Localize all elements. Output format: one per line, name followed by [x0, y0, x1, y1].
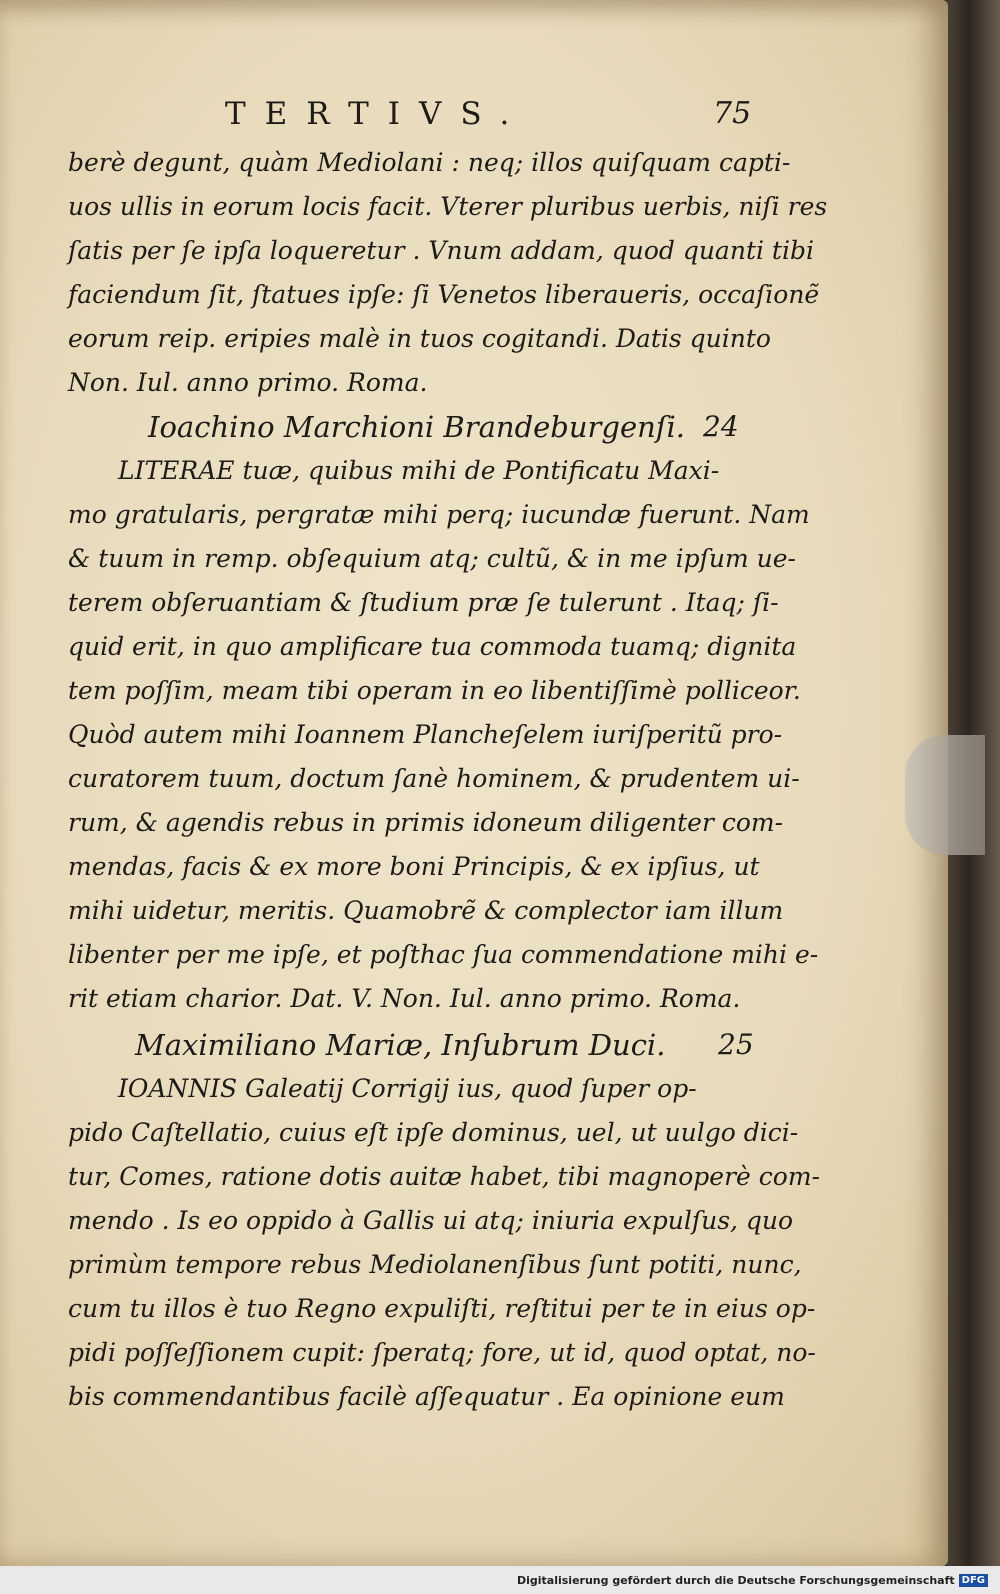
- letter-heading: Maximiliano Mariæ, Inſubrum Duci.: [135, 1028, 666, 1062]
- footer-credit: Digitalisierung gefördert durch die Deutsche Forschungsgemeinschaft: [516, 1573, 955, 1587]
- text-line: LITERAE tuæ, quibus mihi de Pontificatu Maxi-: [118, 456, 720, 485]
- text-line: terem obſeruantiam & ſtudium præ ſe tulerunt . Itaq; ſi-: [68, 588, 779, 617]
- text-line: tur, Comes, ratione dotis auitæ habet, tibi magnoperè com-: [68, 1162, 821, 1191]
- text-line: curatorem tuum, doctum ſanè hominem, & prudentem ui-: [68, 764, 800, 793]
- text-line: quid erit, in quo amplificare tua commoda tuamq; dignita: [68, 632, 797, 661]
- text-line: ſatis per ſe ipſa loqueretur . Vnum addam, quod quanti tibi: [68, 236, 814, 265]
- text-line: primùm tempore rebus Mediolanenſibus ſunt potiti, nunc,: [68, 1250, 802, 1279]
- text-line: mendo . Is eo oppido à Gallis ui atq; iniuria expulſus, quo: [68, 1206, 794, 1235]
- page-number: 75: [713, 96, 752, 131]
- text-line: uos ullis in eorum locis facit. Vterer pluribus uerbis, niſi res: [68, 192, 828, 221]
- dfg-logo: DFG: [959, 1574, 988, 1587]
- text-line: Non. Iul. anno primo. Roma.: [68, 368, 428, 397]
- text-line: mihi uidetur, meritis. Quamobrẽ & complector iam illum: [68, 896, 784, 925]
- text-line: pidi poſſeſſionem cupit: ſperatq; fore, ut id, quod optat, no-: [68, 1338, 816, 1367]
- letter-number: 24: [703, 410, 739, 443]
- text-line: pido Caſtellatio, cuius eſt ipſe dominus, uel, ut uulgo dici-: [68, 1118, 799, 1147]
- text-line: Quòd autem mihi Ioannem Plancheſelem iuriſperitũ pro-: [68, 720, 783, 749]
- text-line: berè degunt, quàm Mediolani : neq; illos quiſquam capti-: [68, 148, 791, 177]
- text-line: eorum reip. eripies malè in tuos cogitandi. Datis quinto: [68, 324, 771, 353]
- letter-heading: Ioachino Marchioni Brandeburgenſi.: [148, 410, 686, 444]
- footer-bar: [0, 1566, 1000, 1594]
- book-clasp: [905, 735, 985, 855]
- text-line: faciendum ſit, ſtatues ipſe: ſi Venetos liberaueris, occaſionẽ: [68, 280, 820, 309]
- text-line: cum tu illos è tuo Regno expuliſti, reſtitui per te in eius op-: [68, 1294, 816, 1323]
- text-line: tem poſſim, meam tibi operam in eo libentiſſimè polliceor.: [68, 676, 801, 705]
- text-line: IOANNIS Galeatij Corrigij ius, quod ſuper op-: [118, 1074, 697, 1103]
- text-line: rit etiam charior. Dat. V. Non. Iul. anno primo. Roma.: [68, 984, 741, 1013]
- text-line: mo gratularis, pergratæ mihi perq; iucundæ fuerunt. Nam: [68, 500, 810, 529]
- text-line: libenter per me ipſe, et poſthac ſua commendatione mihi e-: [68, 940, 819, 969]
- text-line: bis commendantibus facilè aſſequatur . Ea opinione eum: [68, 1382, 785, 1411]
- text-line: rum, & agendis rebus in primis idoneum diligenter com-: [68, 808, 784, 837]
- running-head: TERTIVS.: [225, 96, 529, 132]
- text-line: mendas, facis & ex more boni Principis, & ex ipſius, ut: [68, 852, 760, 881]
- letter-number: 25: [718, 1028, 754, 1061]
- text-line: & tuum in remp. obſequium atq; cultũ, & in me ipſum ue-: [68, 544, 796, 573]
